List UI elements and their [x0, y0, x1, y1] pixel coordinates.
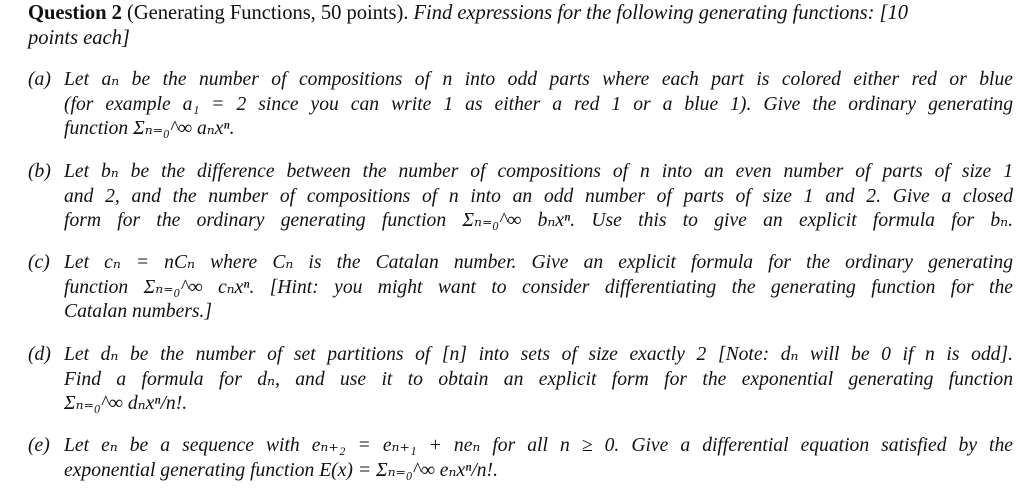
part-text-line: exponential generating function E(x) = Σₙ₌₀^∞ eₙxⁿ/n!.	[64, 459, 498, 481]
part-text-line: (for example a₁ = 2 since you can write 1 as either a red 1 or a blue 1). Give the ordinary generating	[64, 93, 1013, 115]
part-label: (e)	[28, 435, 50, 456]
part-label: (a)	[28, 69, 51, 90]
part-text-line: Catalan numbers.]	[64, 301, 213, 323]
question-instructions-cont: points each]	[28, 27, 130, 49]
part-e	[28, 434, 1013, 483]
question-label: Question 2	[28, 2, 122, 24]
part-text-line: and 2, and the number of compositions of n into an odd number of parts of size 1 and 2. Give a closed	[64, 185, 1013, 207]
part-text-line: Let dₙ be the number of set partitions of [n] into sets of size exactly 2 [Note: dₙ will be 0 if n is odd].	[64, 344, 1013, 365]
question-meta: (Generating Functions, 50 points).	[121, 2, 414, 24]
part-c	[28, 251, 1013, 325]
question-instructions: Find expressions for the following generating functions: [10	[413, 2, 908, 24]
part-text-line: Let cₙ = nCₙ where Cₙ is the Catalan number. Give an explicit formula for the ordinary generating	[64, 252, 1013, 273]
part-label: (d)	[28, 344, 51, 365]
part-a	[28, 68, 1013, 142]
part-text-line: function Σₙ₌₀^∞ aₙxⁿ.	[64, 118, 235, 140]
question-header	[28, 1, 1013, 51]
part-text-line: Σₙ₌₀^∞ dₙxⁿ/n!.	[64, 393, 188, 415]
part-text-line: Find a formula for dₙ, and use it to obtain an explicit form for the exponential generating function	[64, 368, 1013, 390]
part-d	[28, 343, 1013, 417]
part-text-line: form for the ordinary generating function Σₙ₌₀^∞ bₙxⁿ. Use this to give an explicit formula for bₙ.	[64, 210, 1013, 232]
part-text-line: function Σₙ₌₀^∞ cₙxⁿ. [Hint: you might want to consider differentiating the generating function for the	[64, 276, 1013, 298]
part-text-line: Let aₙ be the number of compositions of n into odd parts where each part is colored either red or blue	[64, 69, 1013, 90]
part-text-line: Let bₙ be the difference between the number of compositions of n into an even number of parts of size 1	[64, 161, 1013, 182]
part-text-line: Let eₙ be a sequence with eₙ₊₂ = eₙ₊₁ + neₙ for all n ≥ 0. Give a differential equation satisfied by the	[64, 435, 1013, 456]
part-label: (b)	[28, 161, 51, 182]
part-b	[28, 160, 1013, 234]
part-label: (c)	[28, 252, 50, 273]
